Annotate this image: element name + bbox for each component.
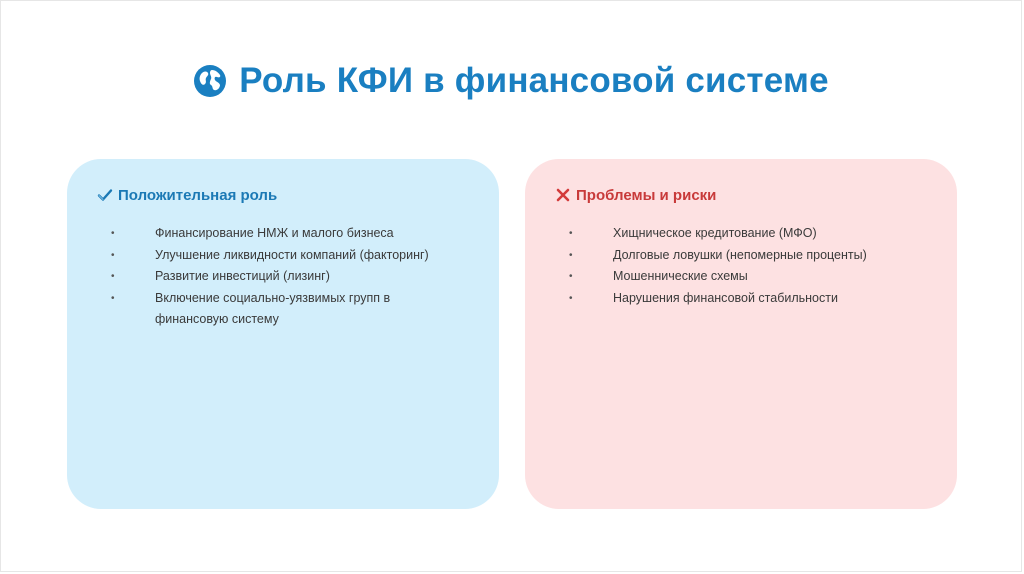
list-item-text: Включение социально-уязвимых групп в финансовую систему	[155, 290, 391, 326]
page-title: Роль КФИ в финансовой системе	[239, 61, 829, 100]
list-item-text: Хищническое кредитование (МФО)	[613, 226, 817, 240]
problems-risks-card	[525, 159, 957, 509]
list-item-text: Долговые ловушки (непомерные проценты)	[613, 247, 867, 262]
bullet: •	[569, 271, 573, 282]
list-item-text: Нарушения финансовой стабильности	[613, 290, 838, 305]
list-item	[569, 245, 929, 267]
list-item	[111, 223, 471, 245]
bullet: •	[111, 271, 115, 282]
list-item-text: Финансирование НМЖ и малого бизнеса	[155, 226, 394, 240]
bullet: •	[569, 249, 573, 261]
bullet: •	[111, 292, 115, 304]
bullet: •	[569, 292, 573, 304]
globe-icon	[193, 64, 227, 98]
problems-risks-list	[569, 223, 929, 309]
positive-role-list	[111, 223, 471, 331]
list-item	[111, 245, 471, 267]
cross-icon	[555, 187, 571, 203]
list-item	[111, 266, 471, 288]
title-row	[1, 63, 1021, 98]
list-item	[569, 223, 929, 245]
list-item	[569, 266, 929, 288]
positive-role-card	[67, 159, 499, 509]
check-icon	[97, 187, 113, 203]
bullet: •	[569, 228, 573, 239]
list-item-text: Мошеннические схемы	[613, 269, 748, 283]
list-item	[569, 288, 929, 310]
list-item-text: Улучшение ликвидности компаний (факторинг)	[155, 247, 429, 262]
list-item	[111, 288, 455, 331]
problems-risks-heading-text: Проблемы и риски	[576, 186, 717, 204]
list-item-text: Развитие инвестиций (лизинг)	[155, 269, 330, 283]
bullet: •	[111, 249, 115, 261]
positive-role-heading-text: Положительная роль	[118, 186, 278, 204]
bullet: •	[111, 228, 115, 239]
positive-role-heading	[97, 187, 277, 203]
problems-risks-heading	[555, 187, 716, 203]
